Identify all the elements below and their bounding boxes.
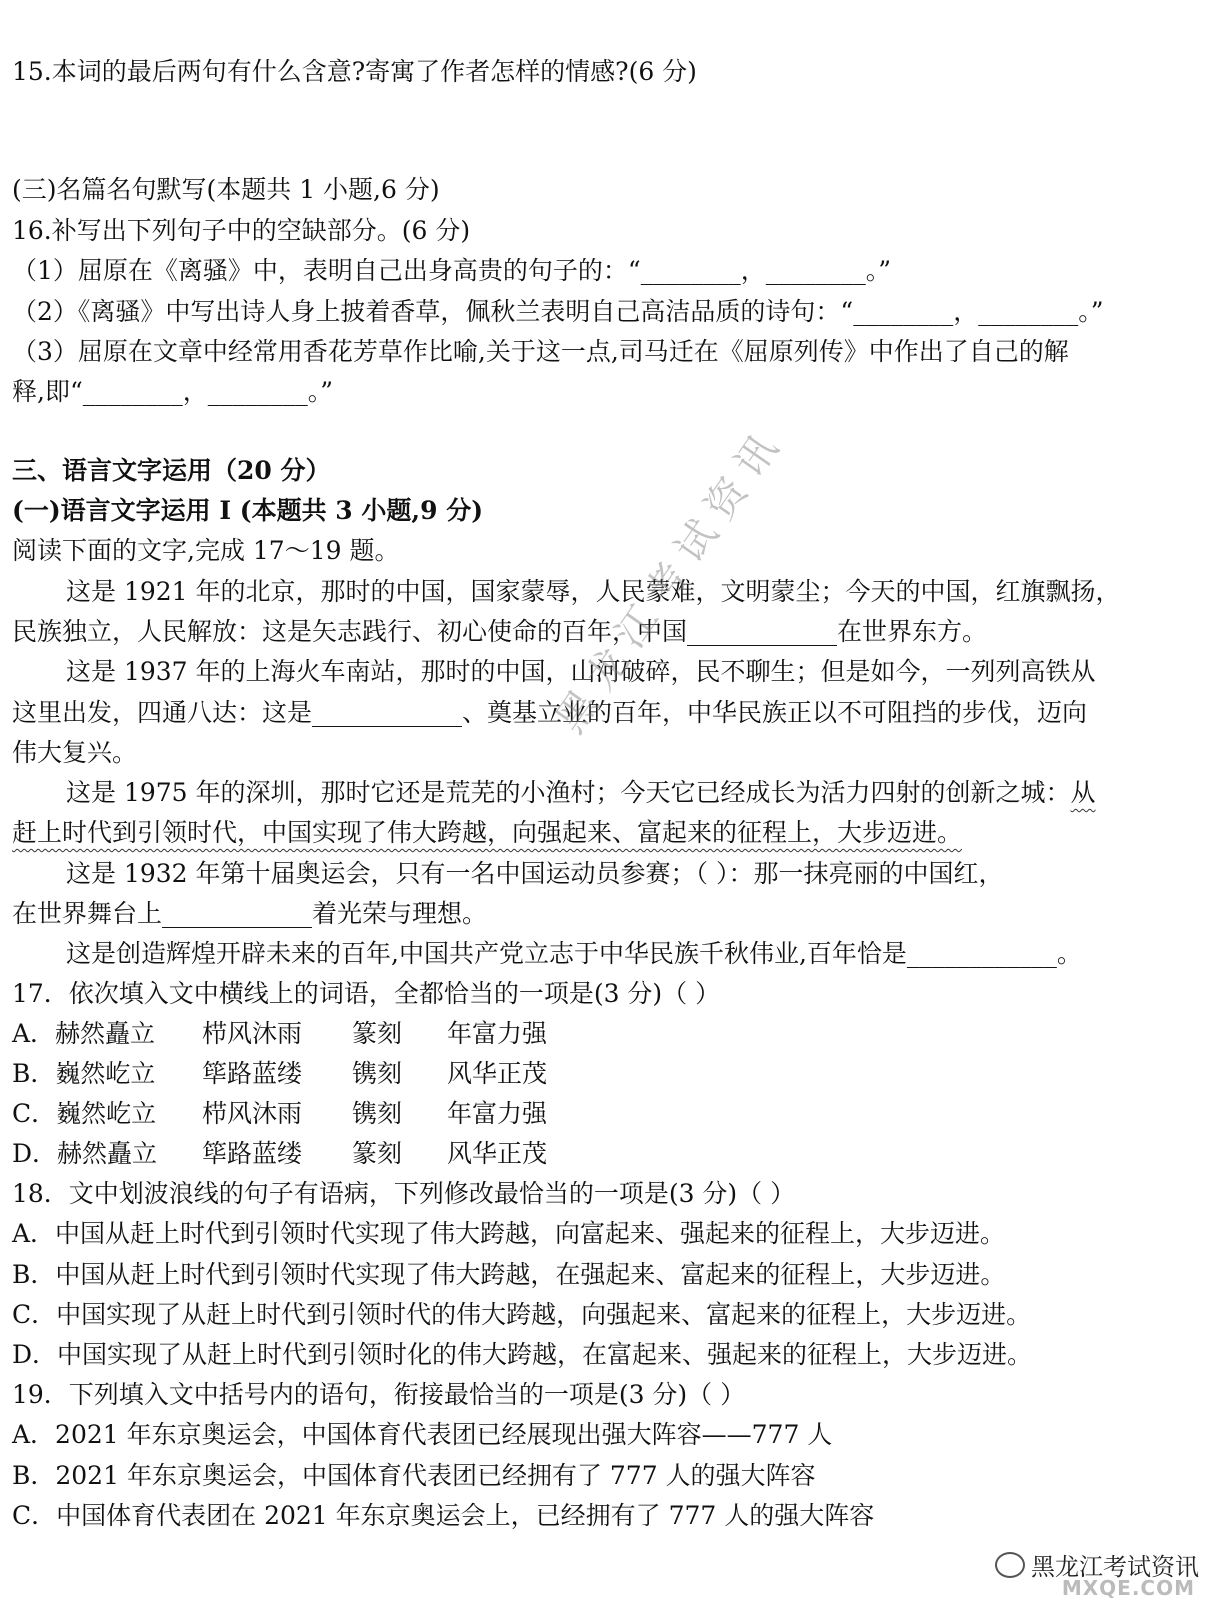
passage-paragraph-1: 这是 1921 年的北京，那时的中国，国家蒙辱，人民蒙难，文明蒙尘；今天的中国，红旗飘扬， xyxy=(66,577,1121,606)
question-16-item-3: （3）屈原在文章中经常用香花芳草作比喻,关于这一点,司马迁在《屈原列传》中作出了自己的解 xyxy=(12,337,1069,366)
wavy-underlined-sentence: 赶上时代到引领时代，中国实现了伟大跨越，向强起来、富起来的征程上，大步迈进。 xyxy=(12,818,963,847)
question-18-option-c: C．中国实现了从赶上时代到引领时代的伟大跨越，向强起来、富起来的征程上，大步迈进。 xyxy=(12,1300,1032,1329)
passage-paragraph-2-end: 伟大复兴。 xyxy=(12,738,138,767)
question-16-item-3-cont: 释,即“________，________。” xyxy=(12,377,334,406)
watermark-text: 黑龙江考试资讯 xyxy=(547,416,794,742)
passage-paragraph-2-cont: 这里出发，四通八达：这是____________、奠基立业的百年，中华民族正以不可阻挡的步伐，迈向 xyxy=(12,698,1088,727)
question-15: 15.本词的最后两句有什么含意?寄寓了作者怎样的情感?(6 分) xyxy=(12,57,697,86)
question-17-option-d: D．赫然矗立 筚路蓝缕 篆刻 风华正茂 xyxy=(12,1139,548,1168)
part-3-subtitle: (一)语言文字运用 I (本题共 3 小题,9 分) xyxy=(12,496,484,525)
passage-paragraph-3 xyxy=(66,775,1189,811)
question-18-option-b: B．中国从赶上时代到引领时代实现了伟大跨越，在强起来、富起来的征程上，大步迈进。 xyxy=(12,1260,1006,1289)
passage-paragraph-4: 这是 1932 年第十届奥运会，只有一名中国运动员参赛；（ ）：那一抹亮丽的中国红， xyxy=(66,859,1004,888)
question-19-option-c: C．中国体育代表团在 2021 年东京奥运会上，已经拥有了 777 人的强大阵容 xyxy=(12,1501,875,1530)
passage-paragraph-4-cont: 在世界舞台上____________着光荣与理想。 xyxy=(12,899,488,928)
reading-instruction: 阅读下面的文字,完成 17～19 题。 xyxy=(12,536,400,565)
wavy-underlined-text: 从 xyxy=(1070,778,1096,807)
paragraph-3-plain-text: 这是 1975 年的深圳，那时它还是荒芜的小渔村；今天它已经成长为活力四射的创新之城： xyxy=(66,778,1071,807)
question-17: 17．依次填入文中横线上的词语，全都恰当的一项是(3 分)（ ） xyxy=(12,979,721,1008)
logo-text: 黑龙江考试资讯 xyxy=(1031,1553,1199,1581)
question-17-option-a: A．赫然矗立 栉风沐雨 篆刻 年富力强 xyxy=(12,1019,548,1048)
question-19-option-a: A．2021 年东京奥运会，中国体育代表团已经展现出强大阵容——777 人 xyxy=(12,1420,833,1449)
wechat-icon xyxy=(995,1552,1025,1578)
site-watermark: MXQE.COM xyxy=(1061,1576,1195,1600)
question-16-item-1: （1）屈原在《离骚》中，表明自己出身高贵的句子的：“________，________。” xyxy=(12,256,891,285)
question-19: 19．下列填入文中括号内的语句，衔接最恰当的一项是(3 分)（ ） xyxy=(12,1380,746,1409)
passage-paragraph-3-cont xyxy=(12,815,1189,851)
question-16: 16.补写出下列句子中的空缺部分。(6 分) xyxy=(12,216,471,245)
passage-paragraph-5: 这是创造辉煌开辟未来的百年,中国共产党立志于中华民族千秋伟业,百年恰是____________。 xyxy=(66,939,1082,968)
question-17-option-c: C．巍然屹立 栉风沐雨 镌刻 年富力强 xyxy=(12,1099,548,1128)
question-18-option-d: D．中国实现了从赶上时代到引领时化的伟大跨越，在富起来、强起来的征程上，大步迈进。 xyxy=(12,1340,1033,1369)
question-16-item-2: （2）《离骚》中写出诗人身上披着香草，佩秋兰表明自己高洁品质的诗句：“________，________。” xyxy=(12,297,1104,326)
question-19-option-b: B．2021 年东京奥运会，中国体育代表团已经拥有了 777 人的强大阵容 xyxy=(12,1461,816,1490)
passage-paragraph-1-cont: 民族独立，人民解放：这是矢志践行、初心使命的百年，中国____________在世界东方。 xyxy=(12,617,988,646)
question-17-option-b: B．巍然屹立 筚路蓝缕 镌刻 风华正茂 xyxy=(12,1059,548,1088)
question-18-option-a: A．中国从赶上时代到引领时代实现了伟大跨越，向富起来、强起来的征程上，大步迈进。 xyxy=(12,1219,1006,1248)
part-3-title: 三、语言文字运用（20 分） xyxy=(12,456,331,485)
question-18: 18．文中划波浪线的句子有语病，下列修改最恰当的一项是(3 分)（ ） xyxy=(12,1179,796,1208)
passage-paragraph-2: 这是 1937 年的上海火车南站，那时的中国，山河破碎，民不聊生；但是如今，一列列高铁从 xyxy=(66,657,1096,686)
section-heading-recitation: (三)名篇名句默写(本题共 1 小题,6 分) xyxy=(12,175,440,204)
